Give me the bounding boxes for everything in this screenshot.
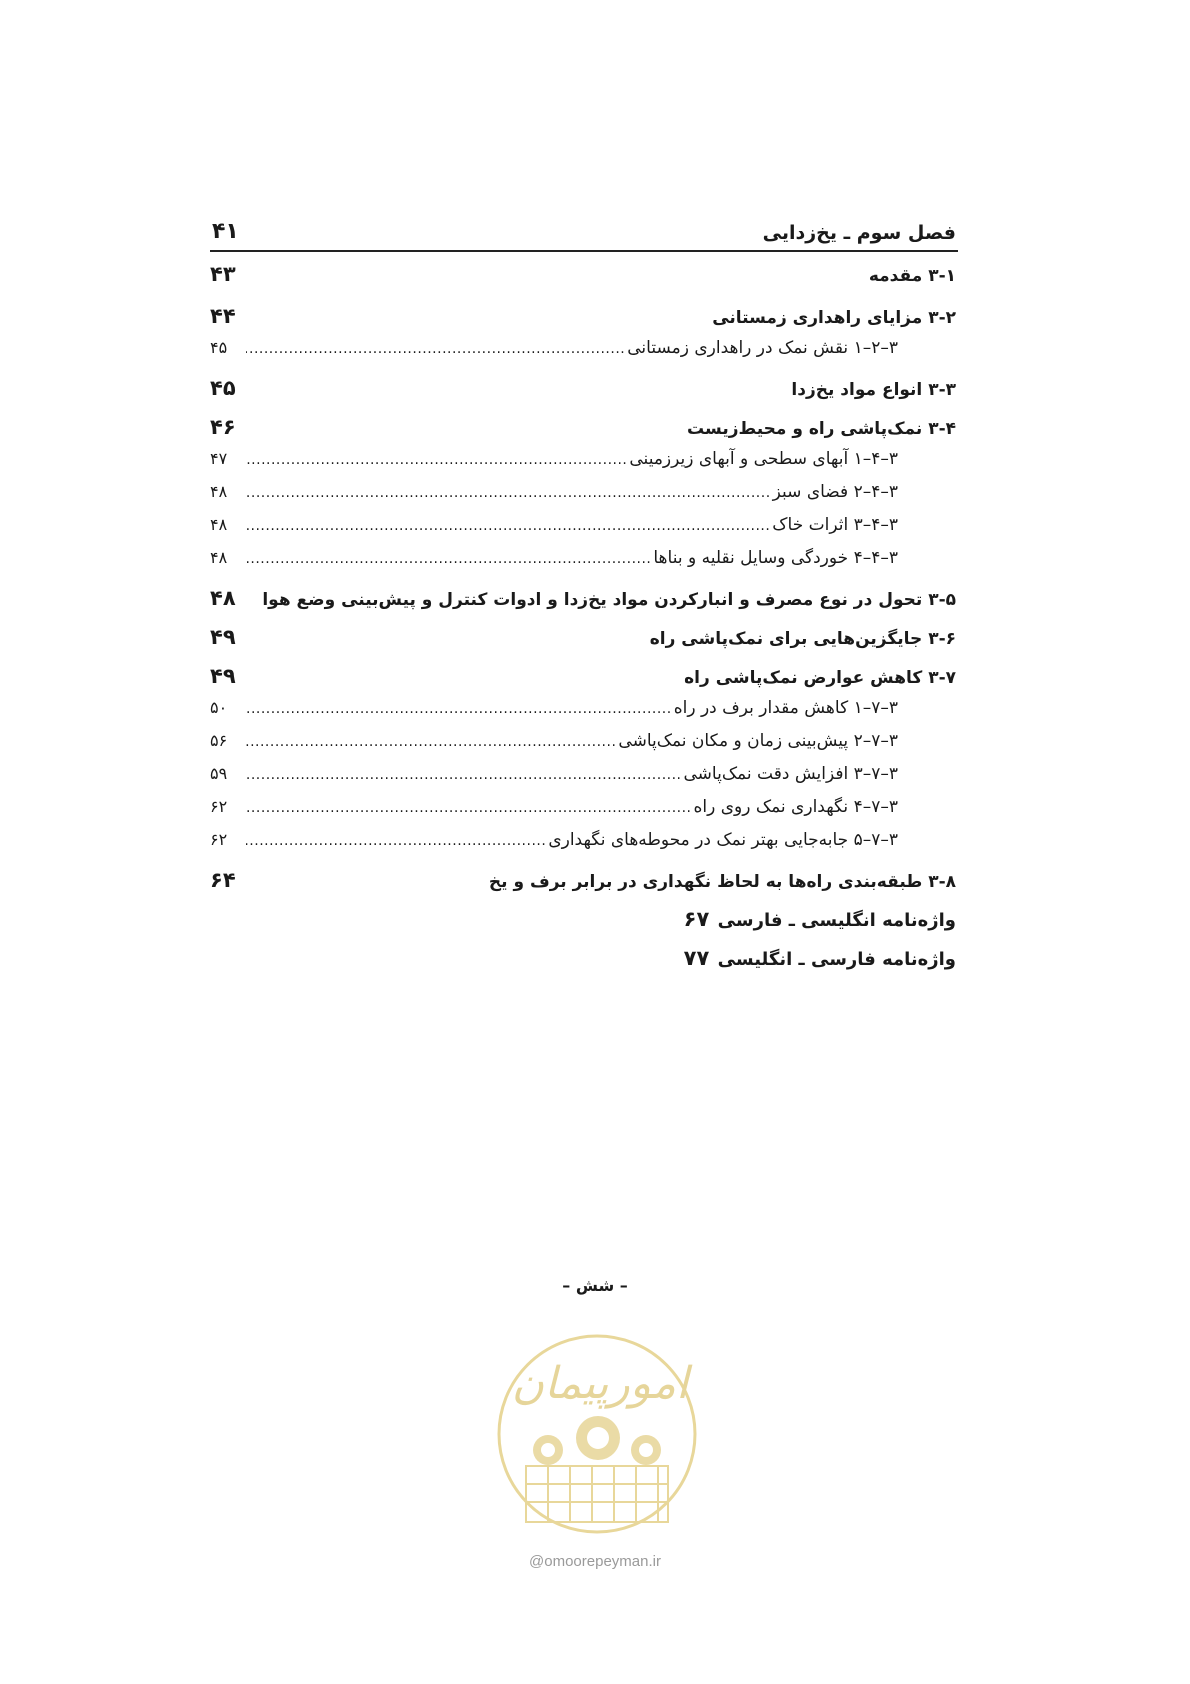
toc-subentry[interactable] xyxy=(210,724,958,757)
toc-entry-title: ۳–۷–۱ کاهش مقدار برف در راه xyxy=(673,698,898,718)
toc-entry-page: ۴۹ xyxy=(210,664,236,688)
toc-entry-page: ۴۴ xyxy=(210,304,236,328)
dot-leader xyxy=(246,764,682,783)
dot-leader xyxy=(246,698,672,717)
toc-entry-title: ۳-۱ مقدمه xyxy=(868,266,956,286)
footer-page-number: – شش – xyxy=(562,1276,628,1295)
toc-subentry[interactable] xyxy=(210,508,958,541)
toc-entry-title: ۳–۴–۱ آبهای سطحی و آبهای زیرزمینی xyxy=(629,449,898,469)
toc-entry[interactable] xyxy=(210,292,958,331)
toc-entry-page: ۴۸ xyxy=(210,515,228,534)
toc-entry-page: ۷۷ xyxy=(683,946,710,970)
toc-entry-page: ۴۸ xyxy=(210,482,228,501)
toc-subentry[interactable] xyxy=(210,823,958,856)
toc-entry-title: ۳-۶ جایگزین‌هایی برای نمک‌پاشی راه xyxy=(649,629,956,649)
toc-subentry[interactable] xyxy=(210,331,958,364)
dot-leader xyxy=(246,515,770,534)
toc-entry-title: ۳–۴–۳ اثرات خاک xyxy=(772,515,898,535)
toc-entry-title: ۳–۷–۳ افزایش دقت نمک‌پاشی xyxy=(683,764,898,784)
dot-leader xyxy=(246,338,625,357)
toc-entry[interactable] xyxy=(210,364,958,403)
toc-entry[interactable] xyxy=(210,252,958,292)
toc-entry-title: ۳–۷–۵ جابه‌جایی بهتر نمک در محوطه‌های نگهداری xyxy=(548,830,898,850)
toc-entry-title: ۳–۷–۴ نگهداری نمک روی راه xyxy=(693,797,898,817)
toc-entry[interactable] xyxy=(210,403,958,442)
toc-entry-page: ۶۲ xyxy=(210,830,228,849)
toc-subentry[interactable] xyxy=(210,757,958,790)
toc-entry-title: ۳-۲ مزایای راهداری زمستانی xyxy=(712,308,956,328)
toc-entry-page: ۴۵ xyxy=(210,338,228,357)
toc-entry-page: ۶۷ xyxy=(683,907,710,931)
dot-leader xyxy=(246,731,616,750)
toc-entry-title: ۳-۴ نمک‌پاشی راه و محیط‌زیست xyxy=(687,419,956,439)
toc-entry[interactable] xyxy=(210,574,958,613)
toc-entry[interactable] xyxy=(210,613,958,652)
toc-subentry[interactable] xyxy=(210,691,958,724)
toc-entry-title: واژه‌نامه فارسی ـ انگلیسی xyxy=(717,949,956,970)
toc-entry-page: ۴۸ xyxy=(210,548,228,567)
toc-subentry[interactable] xyxy=(210,790,958,823)
toc-subentry[interactable] xyxy=(210,475,958,508)
toc-entry-page: ۵۹ xyxy=(210,764,228,783)
toc-entry-page: ۴۸ xyxy=(210,586,236,610)
toc-subentry[interactable] xyxy=(210,541,958,574)
toc-entry-title: ۳–۴–۴ خوردگی وسایل نقلیه و بناها xyxy=(653,548,898,568)
toc-entry-title: واژه‌نامه انگلیسی ـ فارسی xyxy=(717,910,956,931)
table-of-contents xyxy=(210,214,958,973)
publisher-logo xyxy=(492,1326,702,1546)
toc-entry-page: ۴۳ xyxy=(210,262,236,286)
toc-entry-glossary[interactable] xyxy=(210,934,958,973)
chapter-title: فصل سوم ـ یخ‌زدایی xyxy=(762,222,956,244)
toc-entry-title: ۳-۸ طبقه‌بندی راه‌ها به لحاظ نگهداری در برابر برف و یخ xyxy=(488,872,956,892)
toc-entry-page: ۵۰ xyxy=(210,698,228,717)
toc-entry-title: ۳–۷–۲ پیش‌بینی زمان و مکان نمک‌پاشی xyxy=(618,731,898,751)
toc-entry[interactable] xyxy=(210,652,958,691)
toc-entry-title: ۳-۷ کاهش عوارض نمک‌پاشی راه xyxy=(684,668,956,688)
toc-entry-page: ۶۲ xyxy=(210,797,228,816)
toc-entry-title: ۳-۳ انواع مواد یخ‌زدا xyxy=(791,380,956,400)
toc-entry-page: ۴۵ xyxy=(210,376,236,400)
dot-leader xyxy=(246,830,546,849)
toc-entry-title: ۳–۴–۲ فضای سبز xyxy=(772,482,898,502)
toc-entry-page: ۶۴ xyxy=(210,868,236,892)
toc-entry-page: ۴۷ xyxy=(210,449,228,468)
toc-entry-glossary[interactable] xyxy=(210,895,958,934)
toc-entry-title: ۳-۵ تحول در نوع مصرف و انبارکردن مواد یخ‌زدا و ادوات کنترل و پیش‌بینی وضع هوا xyxy=(262,590,956,610)
chapter-page-number: ۴۱ xyxy=(212,219,239,244)
dot-leader xyxy=(246,482,771,501)
toc-entry-page: ۵۶ xyxy=(210,731,228,750)
toc-entry-title: ۳–۲–۱ نقش نمک در راهداری زمستانی xyxy=(627,338,898,358)
chapter-heading xyxy=(210,214,958,252)
toc-subentry[interactable] xyxy=(210,442,958,475)
logo-script: امورپیمان xyxy=(511,1358,689,1409)
dot-leader xyxy=(246,548,651,567)
logo-url: @omoorepeyman.ir xyxy=(529,1553,661,1570)
toc-entry[interactable] xyxy=(210,856,958,895)
toc-entry-page: ۴۹ xyxy=(210,625,236,649)
dot-leader xyxy=(246,797,692,816)
dot-leader xyxy=(246,449,627,468)
toc-entry-page: ۴۶ xyxy=(210,415,236,439)
